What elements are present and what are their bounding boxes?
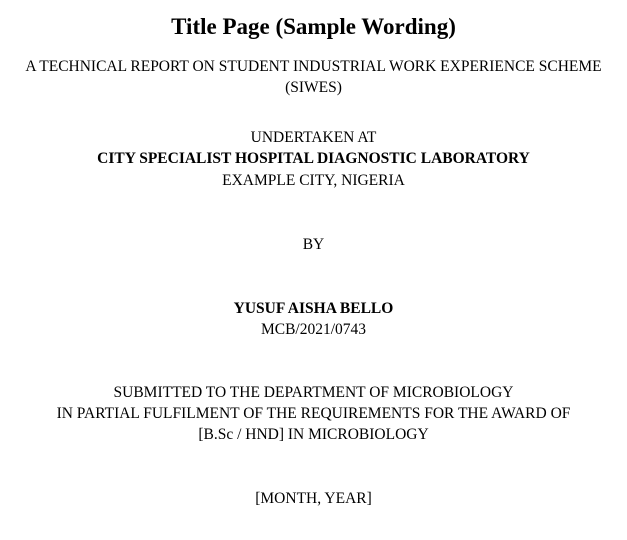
submission-line-2: IN PARTIAL FULFILMENT OF THE REQUIREMENTS FOR THE AWARD OF bbox=[56, 405, 571, 422]
submission-line-3: [B.Sc / HND] IN MICROBIOLOGY bbox=[198, 426, 429, 443]
student-name: YUSUF AISHA BELLO bbox=[233, 300, 394, 317]
matric-number: MCB/2021/0743 bbox=[260, 321, 367, 338]
by-label: BY bbox=[302, 236, 325, 253]
page-title: Title Page (Sample Wording) bbox=[171, 14, 456, 39]
organization-location: EXAMPLE CITY, NIGERIA bbox=[222, 172, 405, 189]
submission-line-1: SUBMITTED TO THE DEPARTMENT OF MICROBIOLOGY bbox=[113, 384, 514, 401]
undertaken-at-label: UNDERTAKEN AT bbox=[250, 129, 377, 146]
submission-date: [MONTH, YEAR] bbox=[255, 490, 372, 507]
report-description-line-1: A TECHNICAL REPORT ON STUDENT INDUSTRIAL WORK EXPERIENCE SCHEME bbox=[25, 58, 602, 75]
report-description-line-2: (SIWES) bbox=[285, 79, 342, 96]
organization-name: CITY SPECIALIST HOSPITAL DIAGNOSTIC LABORATORY bbox=[97, 150, 530, 167]
